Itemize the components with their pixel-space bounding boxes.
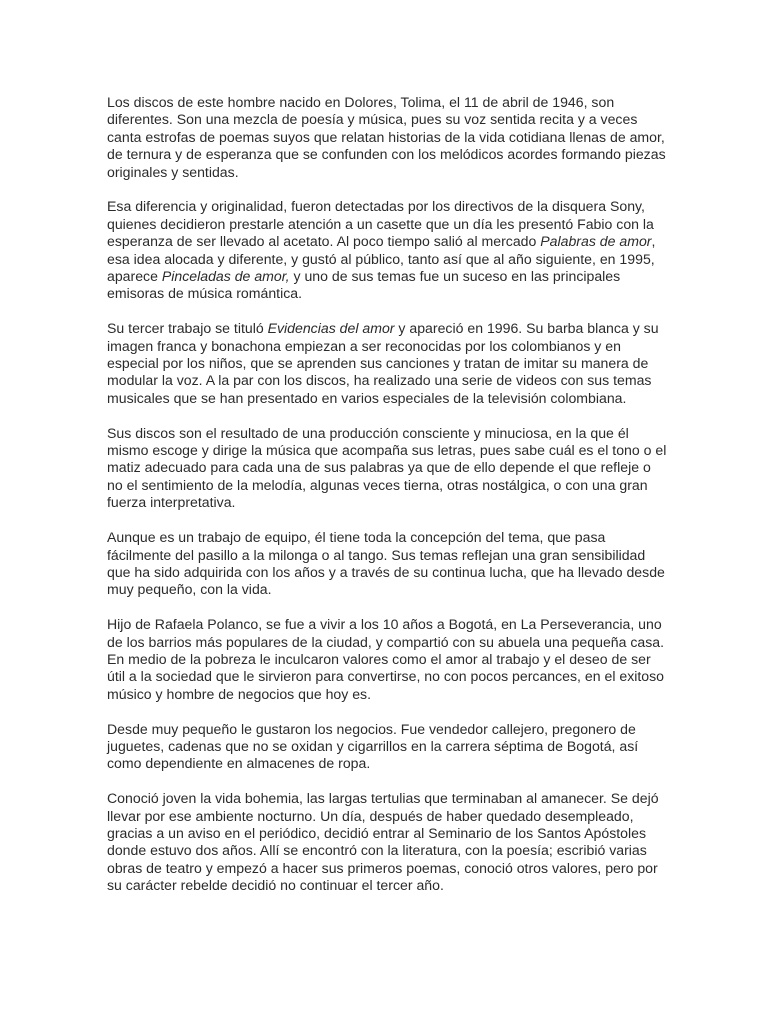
italic-title-run: Evidencias del amor: [267, 320, 395, 337]
text-run: Esa diferencia y originalidad, fueron detectadas por los directivos de la disquera Sony, quienes decidieron prestarle atención a un casette que un día les presentó Fabio con la esperanza de ser llevado al acetato. Al poco tiempo salió al mercado: [107, 198, 654, 250]
paragraph: [107, 425, 668, 512]
paragraph: [107, 198, 668, 302]
text-run: , esa idea alocada y diferente, y gustó al público, tanto así que al año siguiente, en 1995, aparece: [107, 233, 656, 285]
paragraph: [107, 320, 668, 407]
text-run: y uno de sus temas fue un suceso en las principales emisoras de música romántica.: [107, 268, 621, 302]
paragraph: [107, 721, 668, 773]
text-run: Los discos de este hombre nacido en Dolores, Tolima, el 11 de abril de 1946, son diferentes. Son una mezcla de poesía y música, pues su voz sentida recita y a veces canta estrofas de poemas suyos que relatan historias de la vida cotidiana llenas de amor, de ternura y de esperanza que se confunden con los melódicos acordes formando piezas originales y sentidas.: [107, 94, 666, 180]
text-run: Hijo de Rafaela Polanco, se fue a vivir a los 10 años a Bogotá, en La Perseverancia, uno de los barrios más populares de la ciudad, y compartió con su abuela una pequeña casa. En medio de la pobreza le inculcaron valores como el amor al trabajo y el deseo de ser útil a la sociedad que le sirvieron para convertirse, no con pocos percances, en el exitoso músico y hombre de negocios que hoy es.: [107, 616, 665, 702]
text-run: Sus discos son el resultado de una producción consciente y minuciosa, en la que él mismo escoge y dirige la música que acompaña sus letras, pues sabe cuál es el tono o el matiz adecuado para cada una de sus palabras ya que de ello depende el que refleje o no el sentimiento de la melodía, algunas veces tierna, otras nostálgica, o con una gran fuerza interpretativa.: [107, 424, 667, 511]
paragraph: [107, 529, 668, 599]
italic-title-run: Pinceladas de amor,: [161, 268, 290, 285]
paragraph: [107, 94, 668, 181]
text-run: Aunque es un trabajo de equipo, él tiene toda la concepción del tema, que pasa fácilmente del pasillo a la milonga o al tango. Sus temas reflejan una gran sensibilidad que ha sido adquirida con los años y a través de su continua lucha, que ha llevado desde muy pequeño, con la vida.: [107, 529, 665, 598]
paragraph: [107, 790, 668, 894]
text-run: Desde muy pequeño le gustaron los negocios. Fue vendedor callejero, pregonero de juguetes, cadenas que no se oxidan y cigarrillos en la carrera séptima de Bogotá, así como dependiente en almacenes de ropa.: [107, 720, 639, 772]
italic-title-run: Palabras de amor: [540, 233, 652, 250]
text-run: y apareció en 1996. Su barba blanca y su imagen franca y bonachona empiezan a ser reconocidas por los colombianos y en especial por los niños, que se aprenden sus canciones y tratan de imitar su manera de modular la voz. A la par con los discos, ha realizado una serie de videos con sus temas musicales que se han presentado en varios especiales de la televisión colombiana.: [107, 320, 659, 406]
text-run: Su tercer trabajo se tituló: [107, 320, 268, 337]
paragraph: [107, 616, 668, 703]
text-run: Conoció joven la vida bohemia, las largas tertulias que terminaban al amanecer. Se dejó llevar por ese ambiente nocturno. Un día, después de haber quedado desempleado, gracias a un aviso en el periódico, decidió entrar al Seminario de los Santos Apóstoles donde estuvo dos años. Allí se encontró con la literatura, con la poesía; escribió varias obras de teatro y empezó a hacer sus primeros poemas, conoció otros valores, pero por su carácter rebelde decidió no continuar el tercer año.: [107, 790, 659, 894]
